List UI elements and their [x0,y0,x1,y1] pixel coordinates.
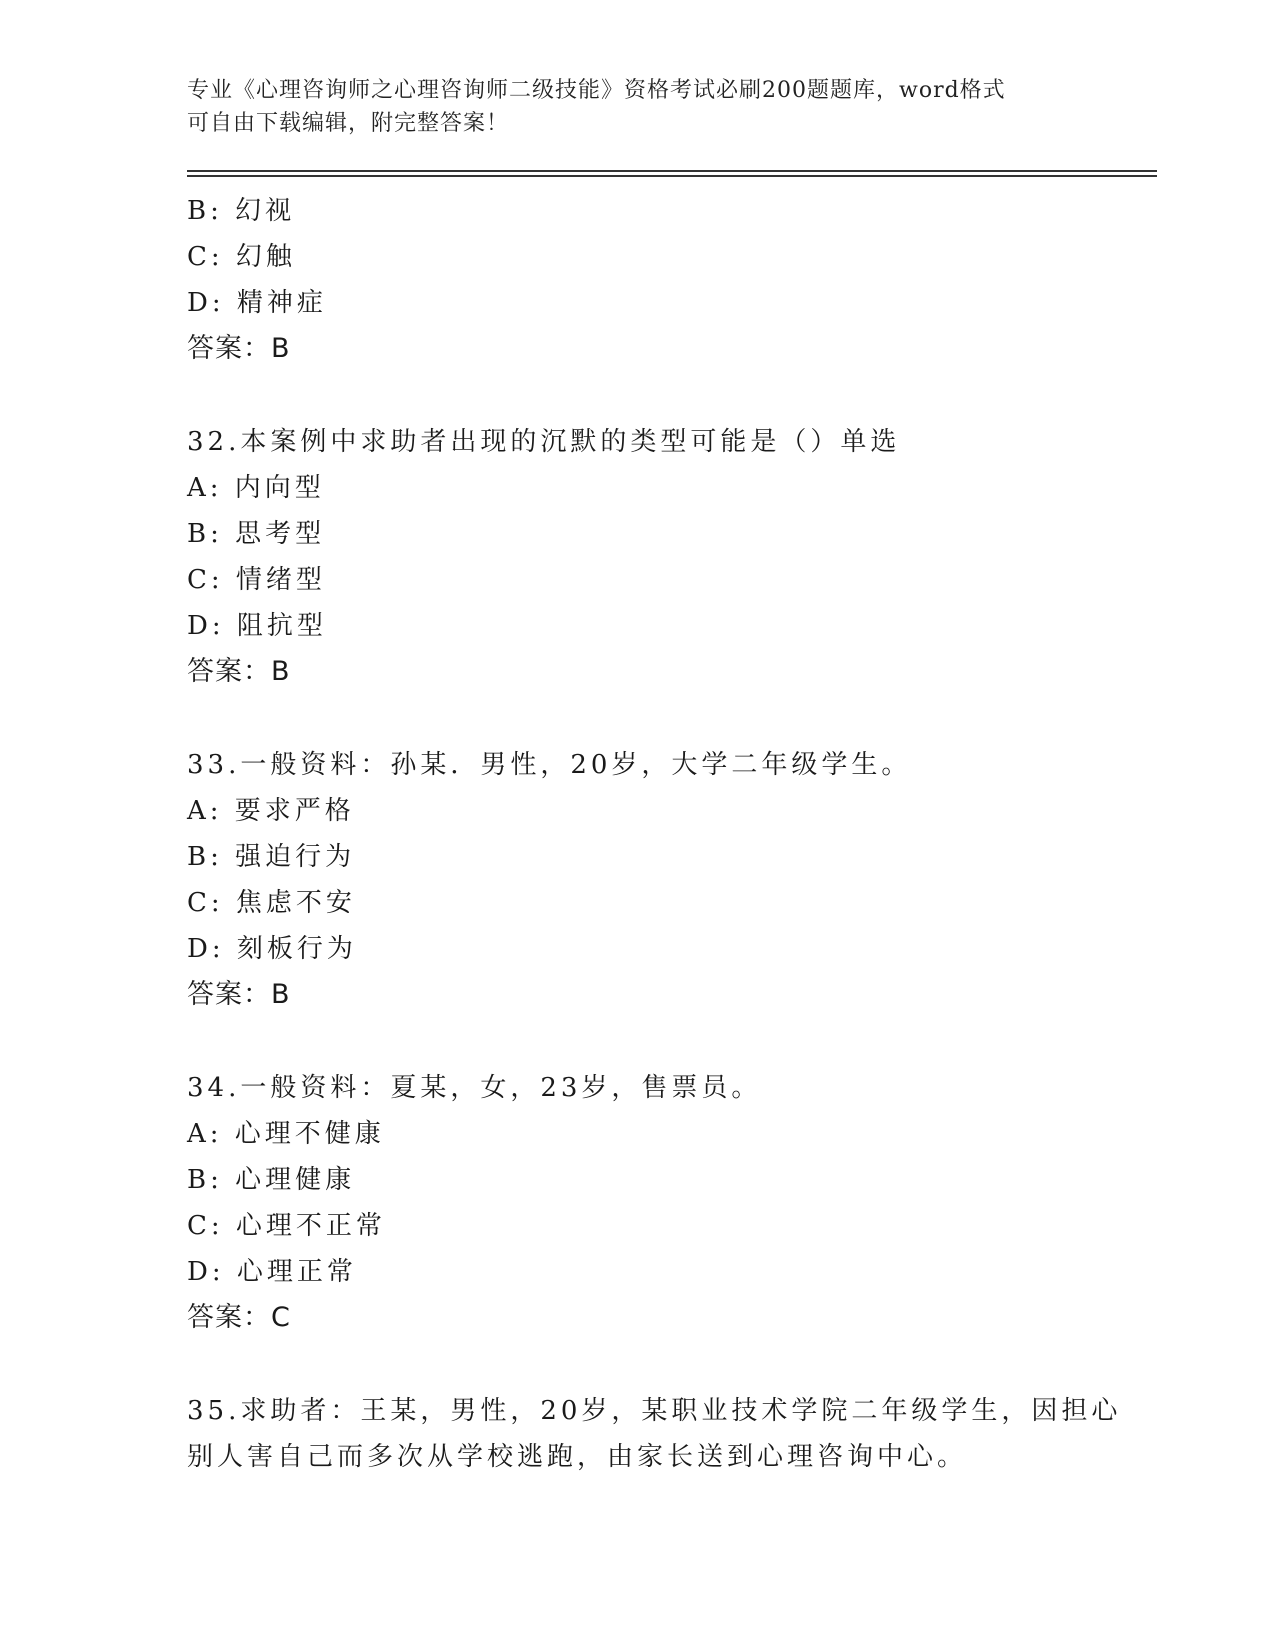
option-c: C: 幻触 [187,242,296,272]
document-header [187,74,1067,140]
option-d: D: 精神症 [187,288,327,318]
answer: 答案：B [187,656,291,687]
question-stem: 32.本案例中求助者出现的沉默的类型可能是（）单选 [187,427,901,457]
option-c: C: 心理不正常 [187,1211,386,1241]
option-a: A: 要求严格 [187,796,355,826]
question-stem: 33.一般资料：孙某．男性，20岁，大学二年级学生。 [187,750,912,780]
option-d: D: 心理正常 [187,1257,357,1287]
question-34 [187,1065,1117,1341]
option-a: A: 心理不健康 [187,1119,385,1149]
answer: 答案：B [187,333,291,364]
option-b: B: 思考型 [187,519,326,549]
question-35 [187,1388,1122,1480]
answer: 答案：B [187,979,291,1010]
spacer [187,372,1117,419]
header-rule-top [187,170,1157,172]
question-stem-line-1: 35.求助者：王某，男性，20岁，某职业技术学院二年级学生，因担心 [187,1396,1122,1426]
option-b: B: 幻视 [187,196,296,226]
spacer [187,1341,1117,1388]
header-rule-bottom [187,175,1157,177]
question-list [187,188,1122,1480]
header-line-1: 专业《心理咨询师之心理咨询师二级技能》资格考试必刷200题题库，word格式 [187,78,1006,103]
question-32 [187,419,1117,695]
question-31-continuation [187,188,1117,372]
spacer [187,695,1117,742]
answer: 答案：C [187,1302,291,1333]
option-d: D: 阻抗型 [187,611,327,641]
option-c: C: 焦虑不安 [187,888,356,918]
option-c: C: 情绪型 [187,565,326,595]
option-a: A: 内向型 [187,473,325,503]
header-line-2: 可自由下载编辑，附完整答案！ [187,111,510,136]
spacer [187,1018,1117,1065]
question-33 [187,742,1117,1018]
option-b: B: 强迫行为 [187,842,356,872]
question-stem: 34.一般资料：夏某，女，23岁，售票员。 [187,1073,762,1103]
option-b: B: 心理健康 [187,1165,356,1195]
option-d: D: 刻板行为 [187,934,357,964]
question-stem-line-2: 别人害自己而多次从学校逃跑，由家长送到心理咨询中心。 [187,1442,968,1472]
